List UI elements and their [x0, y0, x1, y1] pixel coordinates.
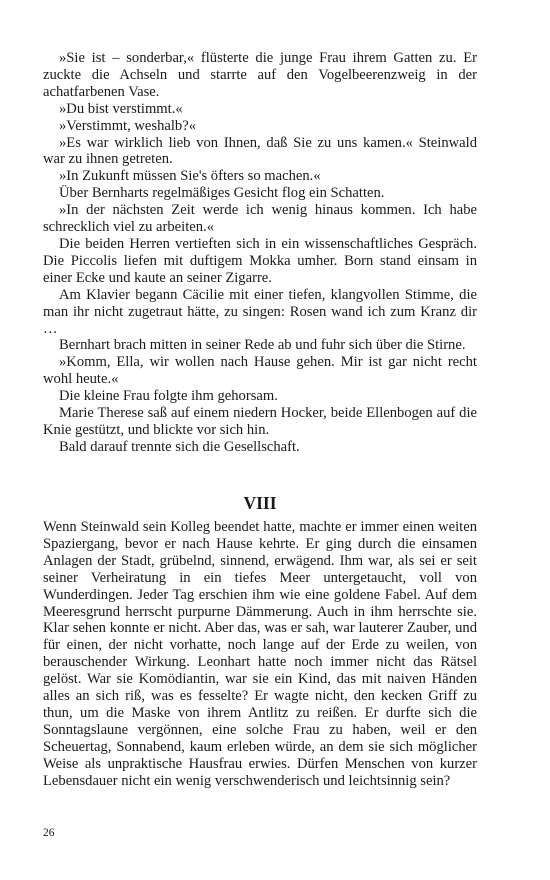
paragraph: Die beiden Herren vertieften sich in ein wissenschaftliches Gespräch. Die Piccolis liefen mit duftigem Mokka umher. Born stand einsam in einer Ecke und kaute an seiner Zigarre.: [43, 235, 477, 286]
chapter-heading: VIII: [243, 493, 277, 513]
paragraph: Marie Therese saß auf einem niedern Hocker, beide Ellenbogen auf die Knie gestützt, und blickte vor sich hin.: [43, 405, 477, 438]
paragraph: »In der nächsten Zeit werde ich wenig hinaus kommen. Ich habe schrecklich viel zu arbeiten.«: [43, 202, 477, 236]
paragraph: Über Bernharts regelmäßiges Gesicht flog ein Schatten.: [59, 185, 385, 202]
paragraph: Die kleine Frau folgte ihm gehorsam.: [59, 388, 278, 405]
paragraph: »Verstimmt, weshalb?«: [59, 117, 196, 134]
dialogue-section: [43, 50, 477, 456]
paragraph: »Du bist verstimmt.«: [59, 100, 183, 117]
paragraph: »In Zukunft müssen Sie's öfters so machen.«: [59, 168, 321, 185]
paragraph: Am Klavier begann Cäcilie mit einer tiefen, klangvollen Stimme, die man ihr nicht zugetraut hätte, zu singen: Rosen wand ich zum Kranz dir …: [43, 286, 477, 337]
paragraph: »Komm, Ella, wir wollen nach Hause gehen. Mir ist gar nicht recht wohl heute.«: [43, 354, 477, 388]
paragraph: Bernhart brach mitten in seiner Rede ab und fuhr sich über die Stirne.: [59, 337, 466, 354]
page-number: 26: [43, 827, 55, 839]
paragraph: »Sie ist – sonderbar,« flüsterte die junge Frau ihrem Gatten zu. Er zuckte die Achseln und starrte auf den Vogelbeerenzweig in der achatfarbenen Vase.: [43, 50, 477, 100]
chapter-body: [43, 519, 477, 790]
paragraph: Bald darauf trennte sich die Gesellschaft.: [59, 438, 300, 455]
paragraph: Wenn Steinwald sein Kolleg beendet hatte, machte er immer einen weiten Spaziergang, bevor er nach Hause kehrte. Er ging durch die einsamen Anlagen der Stadt, grübelnd, sinnend, erwägend. Ihm war, als sei er seit seiner Verheiratung in ein tiefes Meer untergetaucht, voll von Wunderdingen. Jeder Tag erschien ihm wie eine goldene Fabel. Auf dem Meeresgrund herrscht purpurne Dämmerung. Auch in ihm herrschte sie. Klar sehen konnte er nicht. Aber das, was er sah, war lauterer Zauber, und für einen, der nicht vorhatte, noch lange auf der Erde zu weilen, von berauschender Wirkung. Leonhart hatte noch immer nicht das Rätsel gelöst. War sie Komödiantin, war sie ein Kind, das mit naiven Händen alles an sich riß, was es fesselte? Er wagte nicht, den kecken Griff zu thun, um die Maske von ihrem Antlitz zu reißen. Er durfte sich die Sonntagslaune vergönnen, eine solche Frau zu haben, weil er den Scheuertag, Sonnabend, kaum erleben würde, an dem sie sich möglicher Weise als unpraktische Hausfrau erwies. Dürfen Menschen von kurzer Lebensdauer nicht ein wenig verschwenderisch und leichtsinnig sein?: [43, 519, 477, 789]
paragraph: »Es war wirklich lieb von Ihnen, daß Sie zu uns kamen.« Steinwald war zu ihnen getreten.: [43, 134, 477, 168]
